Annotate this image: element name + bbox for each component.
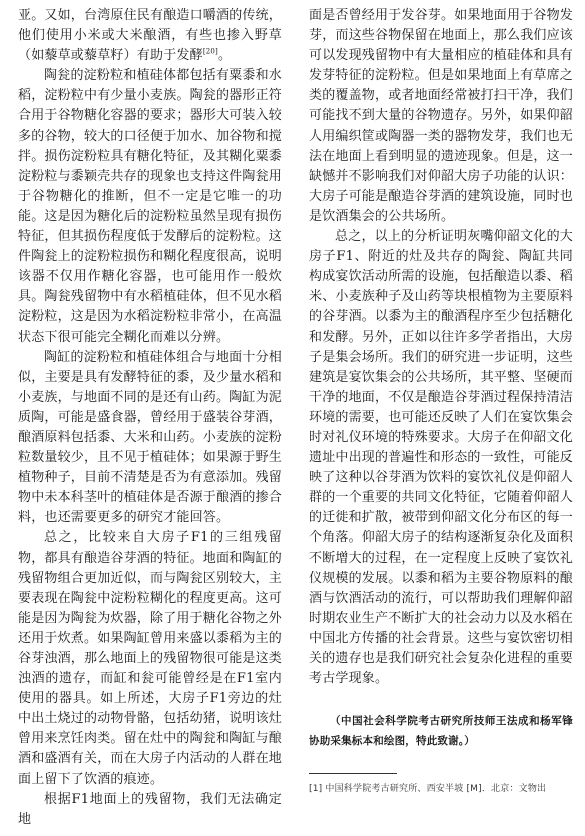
paragraph-continuation [18,6,282,66]
footnote-divider [309,773,397,774]
left-column [18,6,282,836]
paragraph-floor-residue: 根据F1地面上的残留物，我们无法确定地 [18,791,282,827]
paragraph-end: 。 [217,48,232,64]
acknowledgement: （中国社会科学院考古研究所技师王法成和杨军锋协助采集标本和绘图，特此致谢。） [309,715,573,748]
paragraph-conclusion: 总之，以上的分析证明灰嘴仰韶文化的大房子F1、附近的灶及共存的陶瓮、陶缸共同构成宴饮活动所需的设施，包括酿造以黍、稻米、小麦族种子及山药等块根植物为主要原料的谷芽酒。以黍为主的酿酒程序至少包括糖化和发酵。另外，正如以往许多学者指出，大房子是集会场所。我们的研究进一步证明，这些建筑是宴饮集会的公共场所，其平整、坚硬而干净的地面，不仅是酿造谷芽酒过程保持清洁环境的需要，也可能还反映了人们在宴饮集会时对礼仪环境的特殊要求。大房子在仰韶文化遗址中出现的普遍性和形态的一致性，可能反映了这种以谷芽酒为饮料的宴饮礼仪是仰韶人群的一个重要的共同文化特征，它随着仰韶人的迁徙和扩散，被带到仰韶文化分布区的每一个角落。仰韶大房子的结构逐渐复杂化及面积不断增大的过程，在一定程度上反映了宴饮礼仪规模的发展。以黍和稻为主要谷物原料的酿酒与饮酒活动的流行，可以帮助我们理解仰韶时期农业生产不断扩大的社会动力以及水稻在中国北方传播的社会背景。这些与宴饮密切相关的遗存也是我们研究社会复杂化进程的重要考古学现象。 [309,229,574,687]
footnote: [1] 中国科学院考古研究所、西安半坡 [M]．北京：文物出 [309,784,547,795]
citation-ref[interactable]: [20] [202,47,218,56]
paragraph-pottery-urn: 陶瓮的淀粉粒和植硅体都包括有粟黍和水稻，淀粉粒中有少量小麦族。陶瓮的器形正符合用于谷物糖化容器的要求；器形大可装入较多的谷物，较大的口径便于加水、加谷物和搅拌。损伤淀粉粒具有糖化特征，及其糊化粟黍淀粉粒与黍颖壳共存的现象也支持这件陶瓮用于谷物糖化的推断，但不一定是它唯一的功能。这是因为糖化后的淀粉粒虽然呈现有损伤特征，但其损伤程度低于发酵后的淀粉粒。这件陶瓮上的淀粉粒损伤和糊化程度很高，说明该器不仅用作糖化容器，也可能用作一般炊具。陶瓮残留物中有水稻植硅体，但不见水稻淀粉粒，这是因为水稻淀粉粒非常小，在高温状态下很可能完全糊化而难以分辨。 [18,68,283,345]
paragraph-pottery-jar: 陶缸的淀粉粒和植硅体组合与地面十分相似，主要是具有发酵特征的黍，及少量水稻和小麦族，与地面不同的是还有山药。陶缸为泥质陶，可能是盛食器，曾经用于盛装谷芽酒，酿酒原料包括黍、大米和山药。小麦族的淀粉粒数量较少，且不见于植硅体；如果源于野生植物种子，目前不清楚是否为有意添加。残留物中未本科茎叶的植硅体是否源于酿酒的掺合料，也还需要更多的研究才能回答。 [18,349,283,526]
paragraph-continuation: 面是否曾经用于发谷芽。如果地面用于谷物发芽，而这些谷物保留在地面上，那么我们应该可以发现残留物中有大量相应的植硅体和具有发芽特征的淀粉粒。但是如果地面上有草席之类的覆盖物，或者地面经常被打扫干净，我们可能找不到大量的谷物遗存。另外，如果仰韶人用编织筐或陶器一类的器物发芽，我们也无法在地面上看到明显的遗迹现象。但是，这一缺憾并不影响我们对仰韶大房子功能的认识：大房子可能是酿造谷芽酒的建筑设施，同时也是饮酒集会的公共场所。 [309,8,574,224]
paragraph-comparison: 总之，比较来自大房子F1的三组残留物，都具有酿造谷芽酒的特征。地面和陶缸的残留物组合更加近似，而与陶瓮区别较大，主要表现在陶瓮中淀粉粒糊化的程度更高。这可能是因为陶瓮为炊器，除了用于糖化谷物之外还用于炊煮。如果陶缸曾用来盛以黍稻为主的谷芽浊酒，那么地面上的残留物很可能是这类浊酒的遗存，而缸和瓮可能曾经是在F1室内使用的器具。如上所述，大房子F1旁边的灶中出土烧过的动物骨骼，包括幼猪，说明该灶曾用来烹饪肉类。留在灶中的陶瓮和陶缸与酿酒和盛酒有关，而在大房子内活动的人群在地面上留下了饮酒的痕迹。 [18,530,283,787]
right-column [309,6,573,836]
paragraph-text: 亚。又如，台湾原住民有酿造口嚼酒的传统，他们使用小米或大米酿酒，有些也掺入野草（如藜草或藜草籽）有助于发酵 [18,8,283,64]
